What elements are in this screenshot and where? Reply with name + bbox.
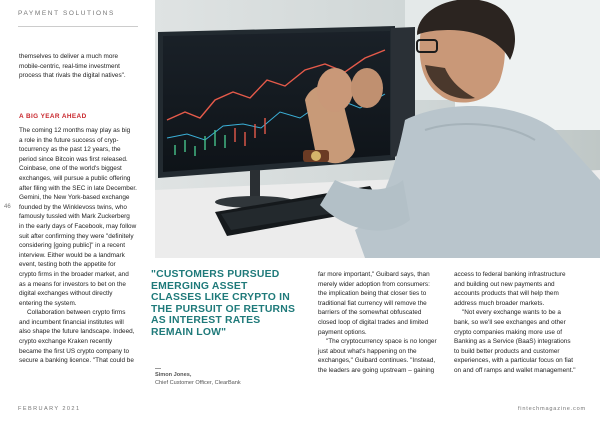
text-line: event, testing both the appetite for xyxy=(19,261,116,269)
quote-author-title: Chief Customer Officer, ClearBank xyxy=(155,380,241,386)
website-link[interactable]: fintechmagazine.com xyxy=(517,406,586,412)
text-line: period since Bitcoin was first released. xyxy=(19,155,128,163)
text-line: considering [going public]" in a recent xyxy=(19,242,126,250)
text-line: digital exchanges without directly xyxy=(19,290,113,298)
intro-text xyxy=(19,52,155,81)
text-line: Banking as a Service (BaaS) integrations xyxy=(454,338,571,346)
text-line: Gemini, the New York-based exchange xyxy=(19,194,130,202)
subhead-block xyxy=(19,112,155,122)
text-line: just about what's happening on the xyxy=(318,347,417,355)
text-line: also shape the future landscape. Indeed, xyxy=(19,328,135,336)
text-line: crypto firms in the broader market, and xyxy=(19,270,129,278)
text-line: in the early days of Facebook, may follow xyxy=(19,222,137,230)
text-line: famously tussled with Mark Zuckerberg xyxy=(19,213,130,221)
text-line: bank, so we'll see exchanges and other xyxy=(454,318,566,326)
text-line: access to federal banking infrastructure xyxy=(454,271,566,278)
quote-divider xyxy=(155,368,161,369)
text-line: and incumbent financial institutes will xyxy=(19,318,124,326)
right-column-body xyxy=(454,270,588,376)
text-line: founded by the Winklevoss twins, who xyxy=(19,203,127,211)
text-line: merely wider adoption from consumers: xyxy=(318,280,430,288)
middle-column-body xyxy=(318,270,448,376)
text-line: a role in the future success of cryp- xyxy=(19,136,119,144)
text-line: The coming 12 months may play as big xyxy=(19,127,131,134)
text-line: closed loop of digital trades and limited xyxy=(318,318,429,326)
header-divider xyxy=(18,26,138,27)
subheading: A BIG YEAR AHEAD xyxy=(19,113,87,120)
pull-quote: "CUSTOMERS PURSUED EMERGING ASSET CLASSES LIKE CRYPTO IN THE PURSUIT OF RETURNS AS INTEREST RATES REMAIN LOW" xyxy=(151,269,296,338)
text-line: entering the system. xyxy=(19,299,77,307)
text-line: became the first US crypto company to xyxy=(19,347,130,355)
text-line: payment options. xyxy=(318,328,367,336)
text-line: themselves to deliver a much more xyxy=(19,53,119,60)
text-line: barriers of the somewhat obfuscated xyxy=(318,309,422,317)
text-line: secure a banking licence. "That could be xyxy=(19,357,134,365)
text-line: "The cryptocurrency space is no longer xyxy=(326,338,437,346)
text-line: the implication being that closer ties to xyxy=(318,290,427,298)
text-line: the leaders are going upstream – gaining xyxy=(318,366,435,374)
text-line: mobile-centric, real-time investment xyxy=(19,62,120,70)
text-line: exchanges," Guibard continues. "Instead, xyxy=(318,357,436,365)
text-line: interview. Either would be a landmark xyxy=(19,251,125,259)
text-line: experiences, with a particular focus on fiat xyxy=(454,357,573,365)
text-line: suit after confirming they were "definitely xyxy=(19,232,134,240)
text-line: exchanges, will pursue a public offering xyxy=(19,174,131,182)
issue-date: FEBRUARY 2021 xyxy=(18,406,81,412)
section-header: PAYMENT SOLUTIONS xyxy=(18,10,115,17)
text-line: far more important," Guibard says, than xyxy=(318,271,430,278)
article-photo xyxy=(155,0,600,258)
text-line: accounts products that will help them xyxy=(454,290,559,298)
text-line: traditional fiat currency will remove the xyxy=(318,299,427,307)
text-line: process that rivals the digital natives". xyxy=(19,72,126,80)
text-line: Collaboration between crypto firms xyxy=(27,309,126,317)
text-line: tocurrency as the past 12 years, the xyxy=(19,146,121,154)
text-line: address much broader markets. xyxy=(454,299,545,307)
text-line: and building out new payments and xyxy=(454,280,555,288)
text-line: after filing with the SEC in late December. xyxy=(19,184,137,192)
text-line: as a means for investors to bet on the xyxy=(19,280,126,288)
page-number: 46 xyxy=(4,204,11,210)
text-line: on and off ramps and wallet management." xyxy=(454,366,576,374)
quote-author-name: Simon Jones, xyxy=(155,372,192,378)
text-line: Coinbase, one of the world's biggest xyxy=(19,165,122,173)
text-line: crypto companies making more use of xyxy=(454,328,562,336)
left-column-body xyxy=(19,126,155,366)
text-line: "Not every exchange wants to be a xyxy=(462,309,561,317)
text-line: crypto exchange Kraken recently xyxy=(19,338,113,346)
text-line: to build better products and customer xyxy=(454,347,560,355)
